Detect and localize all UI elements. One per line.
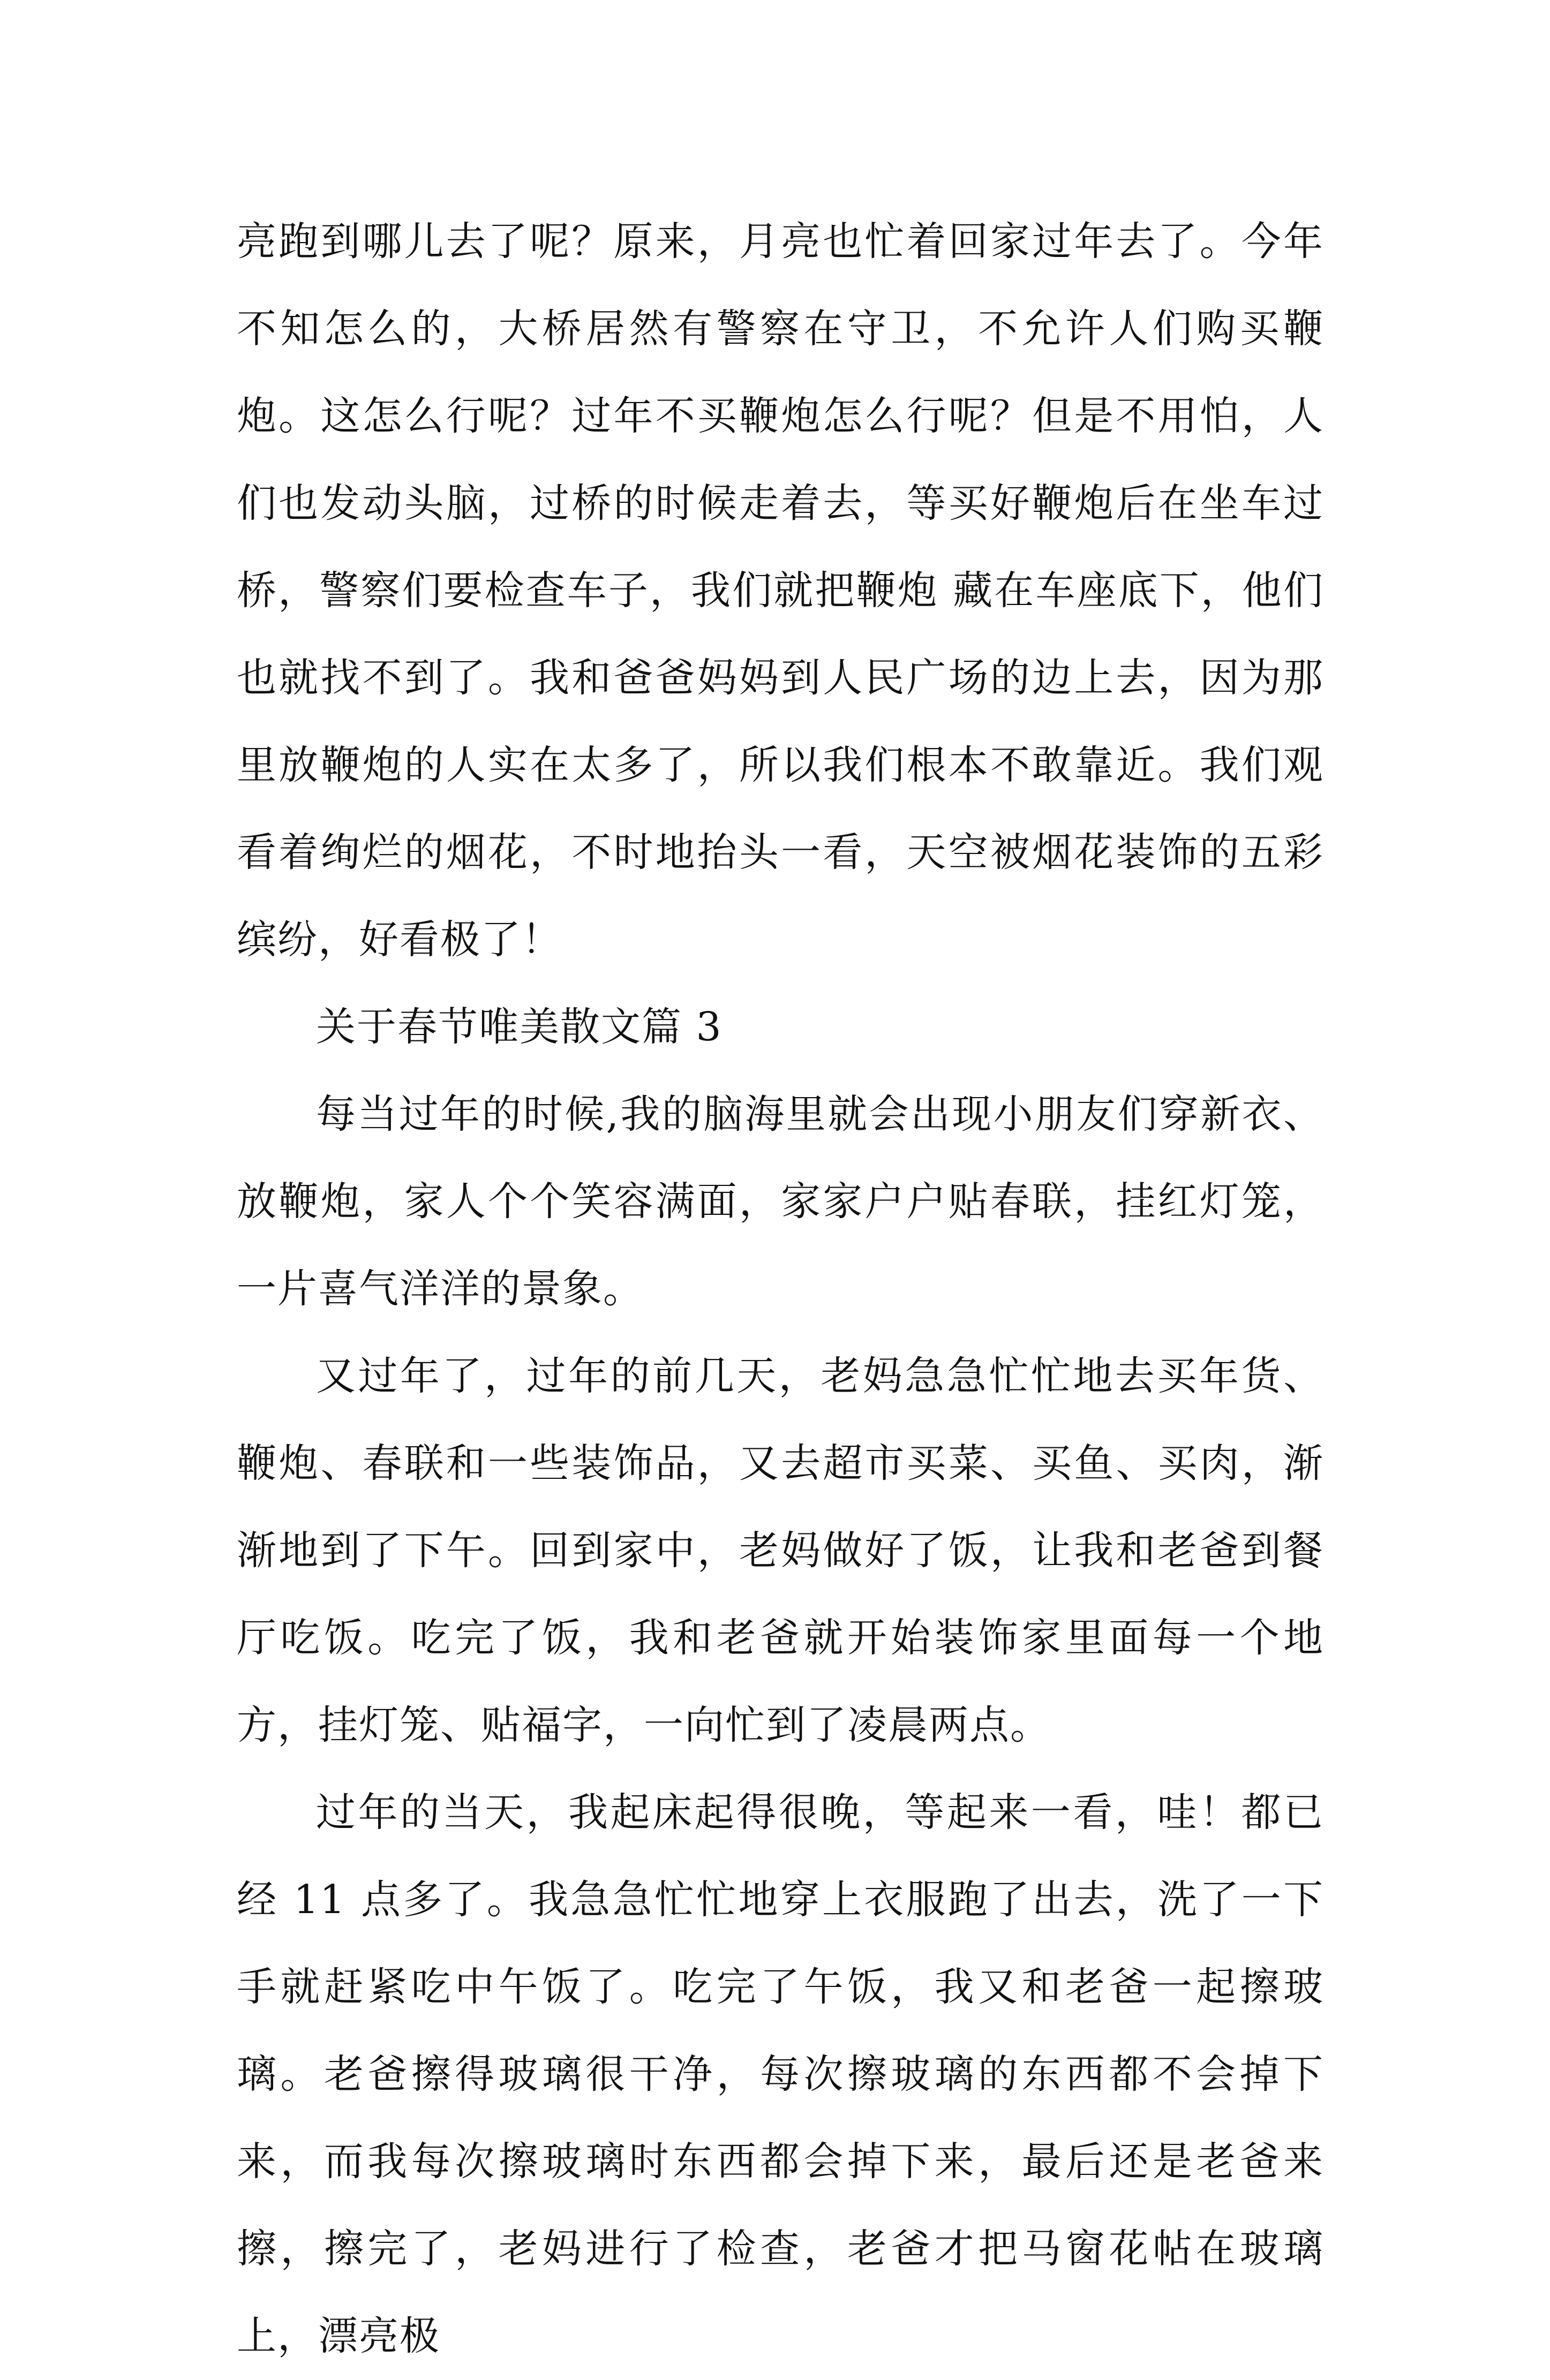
section-heading: 关于春节唯美散文篇 3 (316, 1004, 723, 1050)
document-body (237, 198, 1324, 2380)
paragraph: 每当过年的时候,我的脑海里就会出现小朋友们穿新衣、放鞭炮，家人个个笑容满面，家家户户贴春联，挂红灯笼，一片喜气洋洋的景象。 (237, 1091, 1324, 1312)
paragraph: 过年的当天，我起床起得很晚，等起来一看，哇！都已经 11 点多了。我急急忙忙地穿上衣服跑了出去，洗了一下手就赶紧吃中午饭了。吃完了午饭，我又和老爸一起擦玻璃。老爸擦得玻璃很干净，每次擦玻璃的东西都不会掉下来，而我每次擦玻璃时东西都会掉下来，最后还是老爸来擦，擦完了，老妈进行了检查，老爸才把马窗花帖在玻璃上，漂亮极 (237, 1789, 1324, 2359)
paragraph: 又过年了，过年的前几天，老妈急急忙忙地去买年货、鞭炮、春联和一些装饰品，又去超市买菜、买鱼、买肉，渐渐地到了下午。回到家中，老妈做好了饭，让我和老爸到餐厅吃饭。吃完了饭，我和老爸就开始装饰家里面每一个地方，挂灯笼、贴福字，一向忙到了凌晨两点。 (237, 1353, 1324, 1748)
paragraph-continuation: 亮跑到哪儿去了呢？原来，月亮也忙着回家过年去了。今年不知怎么的，大桥居然有警察在守卫，不允许人们购买鞭炮。这怎么行呢？过年不买鞭炮怎么行呢？但是不用怕，人们也发动头脑，过桥的时候走着去，等买好鞭炮后在坐车过桥，警察们要检查车子，我们就把鞭炮 藏在车座底下，他们也就找不到了。我和爸爸妈妈到人民广场的边上去，因为那里放鞭炮的人实在太多了，所以我们根本不敢靠近。我们观看着绚烂的烟花，不时地抬头一看，天空被烟花装饰的五彩缤纷，好看极了！ (237, 218, 1324, 963)
